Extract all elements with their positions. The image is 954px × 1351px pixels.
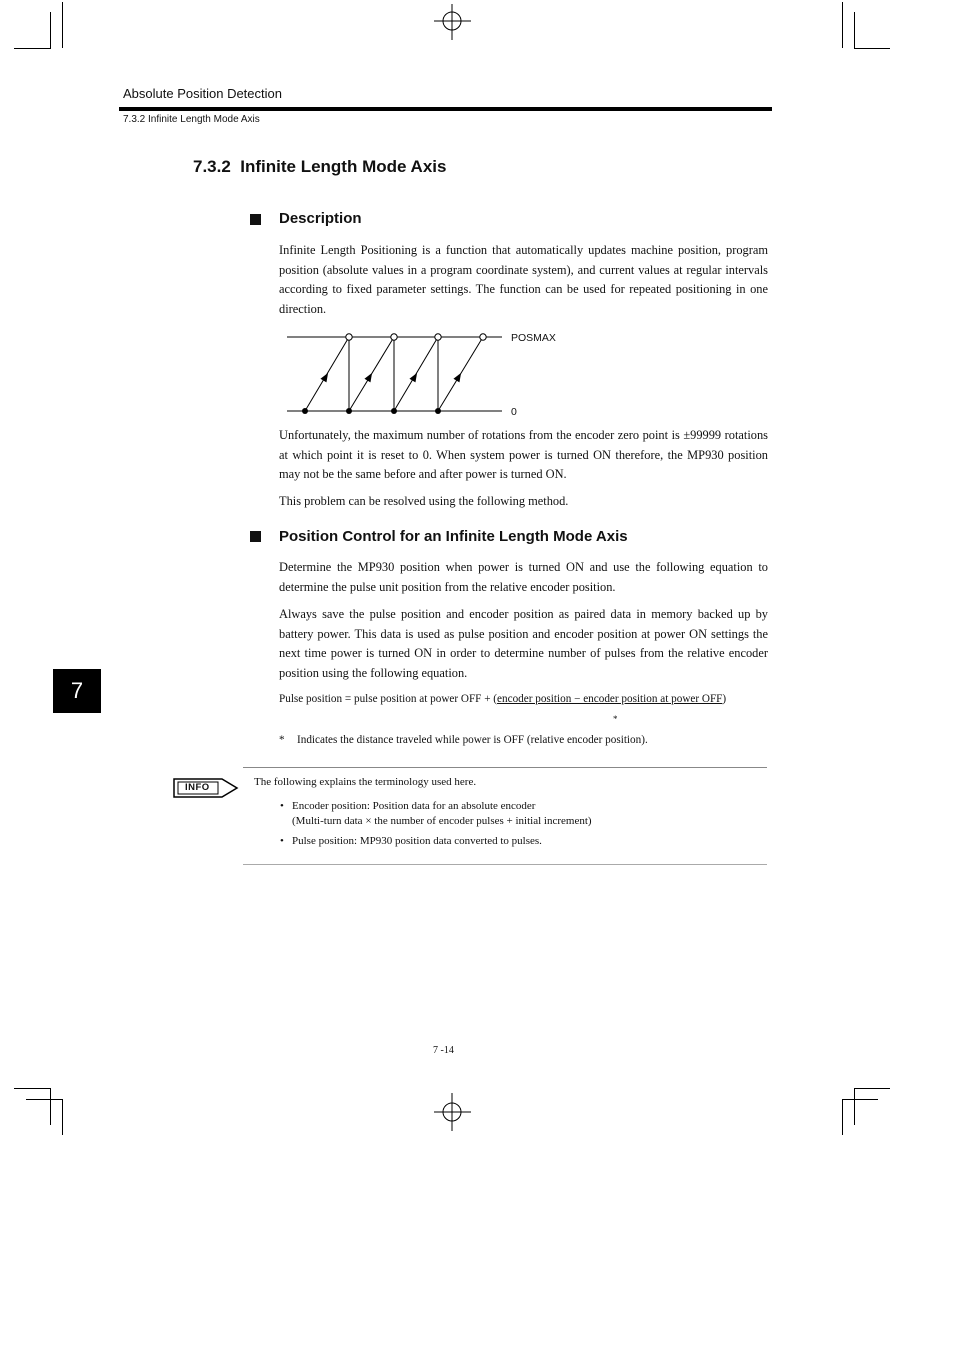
description-heading: Description xyxy=(279,210,362,227)
figure-label-posmax: POSMAX xyxy=(511,332,556,344)
info-intro: The following explains the terminology used here. xyxy=(254,776,477,788)
equation-suffix: ) xyxy=(722,693,727,705)
heading-bullet xyxy=(250,531,261,542)
running-header-title: Absolute Position Detection xyxy=(123,86,282,101)
equation-underlined-term: encoder position − encoder position at power OFF xyxy=(497,693,723,705)
crop-mark xyxy=(854,1088,890,1089)
description-paragraph-2: Unfortunately, the maximum number of rotations from the encoder zero point is ±99999 rotations at which point it is reset to 0. When system power is turned ON therefore, the MP930 position may not be the same before and after power is turned ON. xyxy=(279,428,768,482)
info-badge-label: INFO xyxy=(185,782,210,793)
equation-prefix: Pulse position = pulse position at power OFF + ( xyxy=(279,693,498,705)
crop-mark xyxy=(62,1099,63,1135)
list-bullet: • xyxy=(280,800,284,812)
equation xyxy=(279,693,726,705)
header-rule xyxy=(119,107,772,111)
info-item-1-line-2: (Multi-turn data × the number of encoder pulses + initial increment) xyxy=(292,815,592,827)
registration-mark xyxy=(431,0,473,42)
info-bottom-rule xyxy=(243,864,767,865)
crop-mark xyxy=(854,12,855,49)
registration-mark xyxy=(431,1091,473,1133)
crop-mark xyxy=(842,1099,878,1100)
heading-bullet xyxy=(250,214,261,225)
crop-mark xyxy=(14,48,50,49)
position-control-paragraph-2: Always save the pulse position and encoder position as paired data in memory backed up by battery power. This data is used as pulse position and encoder position at power ON settings the next time power is turned ON in order to determine number of pulses from the relative encoder position using the following equation. xyxy=(279,607,768,681)
crop-mark xyxy=(50,12,51,49)
info-item-1-line-1: Encoder position: Position data for an absolute encoder xyxy=(292,800,536,812)
footnote-mark: * xyxy=(279,734,285,746)
description-paragraph-3: This problem can be resolved using the following method. xyxy=(279,494,569,508)
info-list xyxy=(280,799,760,849)
running-header-section: 7.3.2 Infinite Length Mode Axis xyxy=(123,114,260,125)
crop-mark xyxy=(842,1099,843,1135)
figure-label-zero: 0 xyxy=(511,406,517,418)
position-control-paragraph: Determine the MP930 position when power is turned ON and use the following equation to determine the pulse unit position from the relative encoder position. xyxy=(279,560,768,594)
crop-mark xyxy=(50,1088,51,1125)
list-item xyxy=(280,834,760,849)
page-number: 7 -14 xyxy=(433,1045,454,1056)
crop-mark xyxy=(854,48,890,49)
crop-mark xyxy=(62,2,63,48)
info-top-rule xyxy=(243,767,767,768)
list-bullet: • xyxy=(280,835,284,847)
description-paragraph: Infinite Length Positioning is a function that automatically updates machine position, program position (absolute values in a program coordinate system), and current values at regular intervals according to fixed parameter settings. The function can be used for repeated positioning in one direction. xyxy=(279,243,768,317)
section-title: 7.3.2 Infinite Length Mode Axis xyxy=(193,157,447,176)
crop-mark xyxy=(842,2,843,48)
crop-mark xyxy=(14,1088,50,1089)
crop-mark xyxy=(26,1099,62,1100)
equation-asterisk: * xyxy=(613,714,618,724)
list-item xyxy=(280,799,760,829)
crop-mark xyxy=(854,1088,855,1125)
info-item-2: Pulse position: MP930 position data converted to pulses. xyxy=(292,835,542,847)
footnote-text: Indicates the distance traveled while power is OFF (relative encoder position). xyxy=(297,734,648,746)
chapter-tab: 7 xyxy=(53,669,101,713)
position-control-heading: Position Control for an Infinite Length Mode Axis xyxy=(279,528,628,545)
